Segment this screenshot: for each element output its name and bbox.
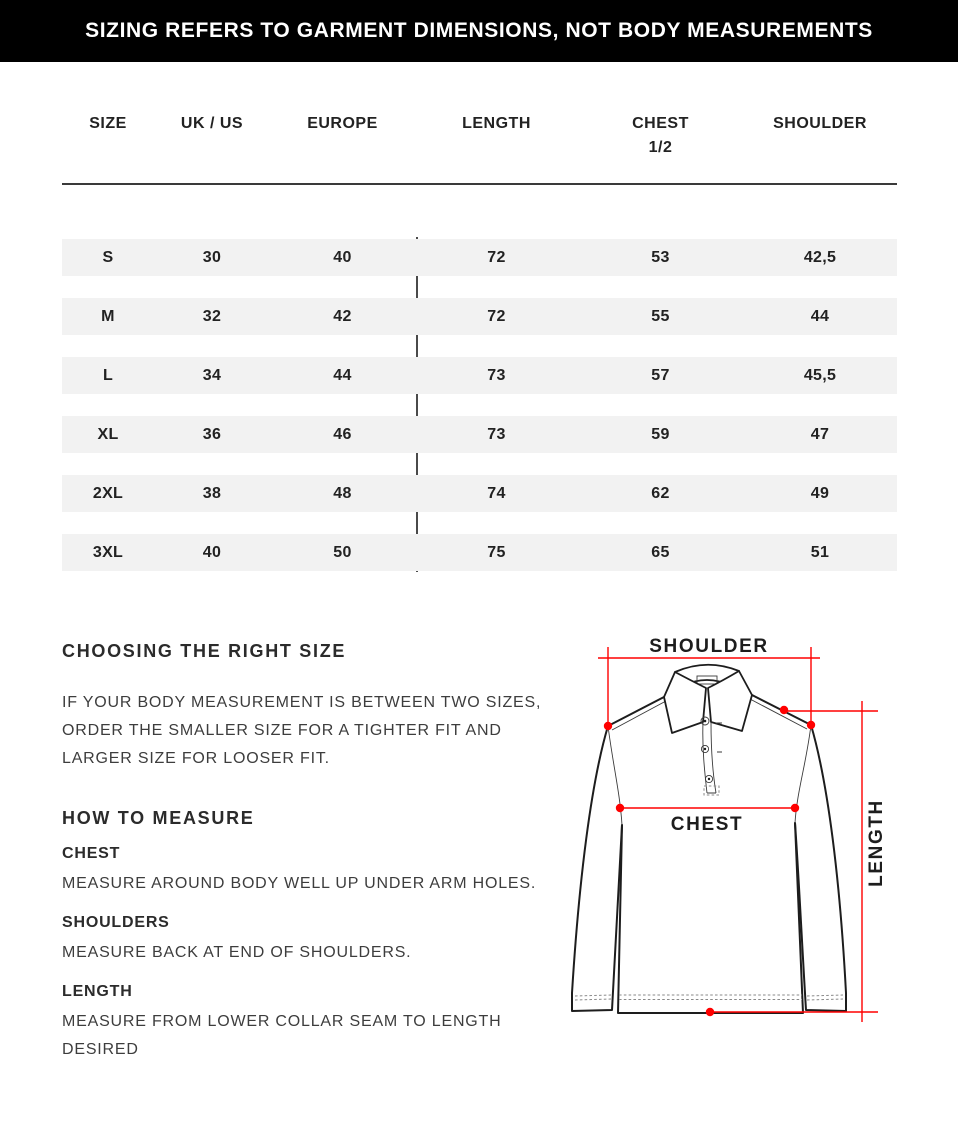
measure-term: CHEST bbox=[62, 845, 121, 862]
column-header-size: SIZE bbox=[89, 115, 127, 132]
cell-chest: 59 bbox=[651, 425, 670, 443]
measure-description: MEASURE BACK AT END OF SHOULDERS. bbox=[62, 944, 412, 961]
cell-size: XL bbox=[97, 425, 119, 443]
cell-uk-us: 38 bbox=[202, 484, 222, 502]
cell-uk-us: 34 bbox=[202, 366, 222, 384]
measure-description: MEASURE FROM LOWER COLLAR SEAM TO LENGTH DESIRED bbox=[62, 1013, 502, 1058]
how-to-measure-heading: HOW TO MEASURE bbox=[62, 808, 255, 828]
cell-europe: 46 bbox=[333, 425, 352, 443]
column-header-shoulder: SHOULDER bbox=[773, 115, 867, 132]
measure-item-chest bbox=[62, 843, 587, 898]
cell-shoulder: 44 bbox=[810, 307, 830, 325]
table-row bbox=[62, 357, 897, 394]
cell-europe: 40 bbox=[333, 248, 352, 266]
table-vertical-divider bbox=[416, 237, 418, 572]
cell-shoulder: 47 bbox=[810, 425, 830, 443]
cell-chest: 55 bbox=[651, 307, 670, 325]
cell-length: 73 bbox=[487, 425, 506, 443]
shirt-measurement-diagram bbox=[555, 622, 958, 1035]
column-header-chest-half: CHEST 1/2 bbox=[632, 115, 689, 156]
cell-size: 3XL bbox=[92, 543, 124, 561]
choosing-size-heading: CHOOSING THE RIGHT SIZE bbox=[62, 641, 347, 661]
cell-length: 74 bbox=[487, 484, 506, 502]
choosing-size-paragraph bbox=[62, 689, 587, 773]
cell-europe: 42 bbox=[333, 307, 352, 325]
paragraph-line: ORDER THE SMALLER SIZE FOR A TIGHTER FIT AND bbox=[62, 722, 502, 739]
paragraph-line: LARGER SIZE FOR LOOSER FIT. bbox=[62, 750, 330, 767]
paragraph-line: IF YOUR BODY MEASUREMENT IS BETWEEN TWO SIZES, bbox=[62, 694, 542, 711]
cell-uk-us: 36 bbox=[202, 425, 222, 443]
cell-length: 72 bbox=[487, 248, 506, 266]
cell-uk-us: 40 bbox=[202, 543, 222, 561]
column-header-europe: EUROPE bbox=[307, 115, 378, 132]
measure-description: MEASURE AROUND BODY WELL UP UNDER ARM HOLES. bbox=[62, 875, 537, 892]
banner-text: SIZING REFERS TO GARMENT DIMENSIONS, NOT BODY MEASUREMENTS bbox=[85, 19, 873, 42]
cell-length: 75 bbox=[487, 543, 506, 561]
polo-shirt-outline bbox=[572, 665, 846, 1013]
column-header-uk-us: UK / US bbox=[180, 115, 244, 132]
table-row bbox=[62, 475, 897, 512]
measure-item-length bbox=[62, 981, 587, 1064]
cell-chest: 62 bbox=[651, 484, 670, 502]
cell-size: S bbox=[102, 248, 114, 266]
cell-europe: 48 bbox=[333, 484, 352, 502]
size-table-header bbox=[62, 112, 897, 160]
cell-shoulder: 45,5 bbox=[803, 366, 837, 384]
cell-size: M bbox=[101, 307, 115, 325]
measure-item-shoulders bbox=[62, 912, 587, 967]
cell-size: 2XL bbox=[92, 484, 124, 502]
table-row bbox=[62, 298, 897, 335]
length-label: LENGTH bbox=[866, 799, 887, 887]
cell-uk-us: 32 bbox=[202, 307, 222, 325]
chest-label: CHEST bbox=[670, 814, 744, 835]
cell-length: 72 bbox=[487, 307, 506, 325]
cell-europe: 44 bbox=[333, 366, 352, 384]
cell-shoulder: 51 bbox=[810, 543, 830, 561]
cell-europe: 50 bbox=[333, 543, 352, 561]
shoulder-label: SHOULDER bbox=[649, 636, 769, 657]
cell-chest: 65 bbox=[651, 543, 670, 561]
table-row bbox=[62, 416, 897, 453]
sizing-disclaimer-banner bbox=[0, 0, 958, 62]
cell-size: L bbox=[102, 366, 114, 384]
measure-term: SHOULDERS bbox=[62, 914, 170, 931]
cell-length: 73 bbox=[487, 366, 506, 384]
column-header-length: LENGTH bbox=[462, 115, 531, 132]
size-guide-text-column bbox=[62, 640, 587, 1064]
table-row bbox=[62, 239, 897, 276]
cell-chest: 53 bbox=[651, 248, 670, 266]
cell-uk-us: 30 bbox=[202, 248, 222, 266]
cell-shoulder: 49 bbox=[810, 484, 830, 502]
cell-chest: 57 bbox=[651, 366, 670, 384]
measure-term: LENGTH bbox=[62, 983, 133, 1000]
table-row bbox=[62, 534, 897, 571]
cell-shoulder: 42,5 bbox=[803, 248, 837, 266]
table-header-divider bbox=[62, 183, 897, 185]
